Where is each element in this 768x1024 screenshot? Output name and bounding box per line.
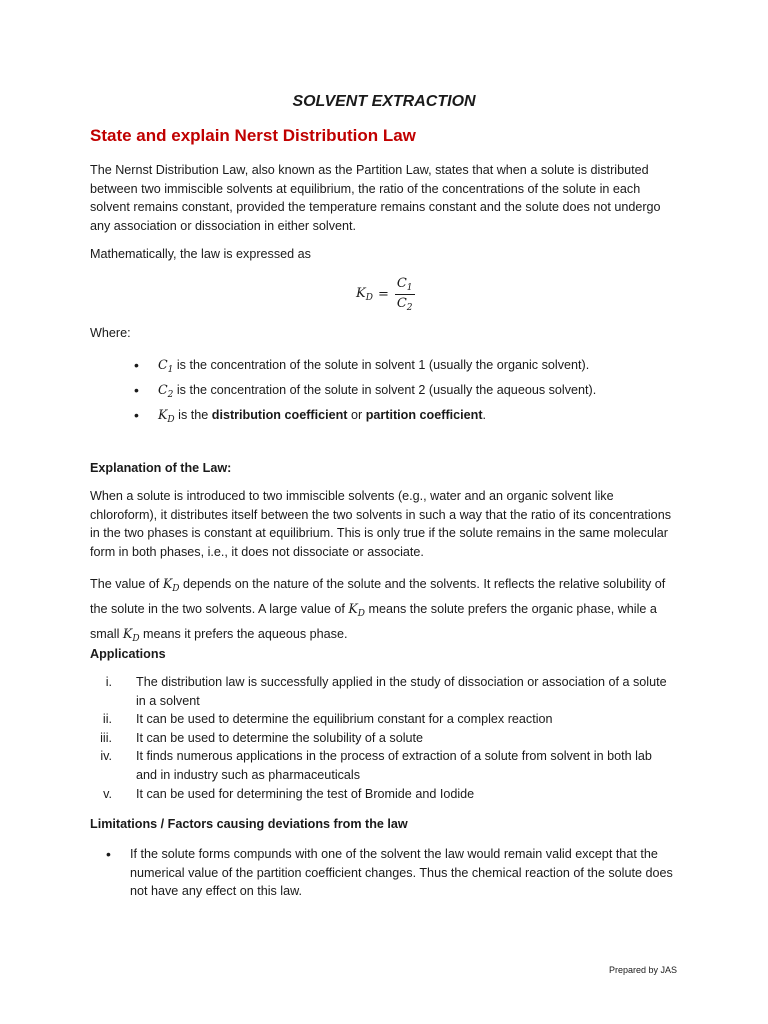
applications-list (90, 673, 670, 803)
intro-paragraph: The Nernst Distribution Law, also known as the Partition Law, states that when a solute is distributed between two immiscible solvents at equilibrium, the ratio of the concentrations of the solute in each solvent remains constant, provided the temperature remains constant and the solute does not undergo any association or dissociation in either solvent. (90, 163, 661, 233)
kd-value-paragraph: The value of $K_D$ depends on the nature of the solute and the solvents. It reflects the relative solubility of the solute in the two solvents. A large value of $K_D$ means the solute prefers the organic phase, while a small $K_D$ means it prefers the aqueous phase. (90, 576, 666, 644)
formula-denominator: $C_2$ (396, 296, 413, 313)
list-item: • $C_1$ is the concentration of the solute in solvent 1 (usually the organic solvent). (134, 355, 684, 380)
list-item: iv. It finds numerous applications in the process of extraction of a solute from solvent in both lab and in industry such as pharmaceuticals (100, 749, 652, 782)
math-intro-text: Mathematically, the law is expressed as (90, 247, 311, 261)
formula-lhs: $K_D$ (356, 286, 373, 303)
list-item: ii. It can be used to determine the equilibrium constant for a complex reaction (102, 712, 553, 727)
limitations-list (106, 845, 676, 901)
where-list (134, 355, 684, 430)
list-item: • $C_2$ is the concentration of the solute in solvent 2 (usually the aqueous solvent). (134, 380, 684, 405)
footer-credit: Prepared by JAS (609, 965, 678, 975)
explanation-heading: Explanation of the Law: (90, 461, 232, 475)
formula-fraction (395, 276, 415, 313)
list-item: v. It can be used for determining the test of Bromide and Iodide (103, 786, 475, 801)
section-heading: State and explain Nerst Distribution Law (90, 126, 416, 145)
explanation-paragraph: When a solute is introduced to two immiscible solvents (e.g., water and an organic solvent like chloroform), it distributes itself between the two solvents in such a way that the ratio of its concentrations in the two phases is constant at equilibrium. This is only true if the solute remains in the same molecular form in both phases, i.e., it does not dissociate or associate. (90, 489, 671, 559)
list-item: iii. It can be used to determine the solubility of a solute (100, 730, 424, 745)
list-item: i. The distribution law is successfully applied in the study of dissociation or association of a solute in a solvent (105, 675, 667, 708)
formula-numerator: $C_1$ (396, 276, 413, 293)
where-label: Where: (90, 326, 131, 340)
distribution-formula (356, 276, 415, 313)
applications-heading: Applications (90, 647, 166, 661)
list-item: • If the solute forms compunds with one of the solvent the law would remain valid except that the numerical value of the partition coefficient changes. Thus the chemical reaction of the solute does not have any effect on this law. (106, 845, 676, 901)
limitations-heading: Limitations / Factors causing deviations from the law (90, 817, 408, 831)
page-title: SOLVENT EXTRACTION (292, 93, 476, 110)
list-item: • $K_D$ is the distribution coefficient or partition coefficient. (134, 405, 684, 430)
formula-equals: = (377, 287, 389, 302)
